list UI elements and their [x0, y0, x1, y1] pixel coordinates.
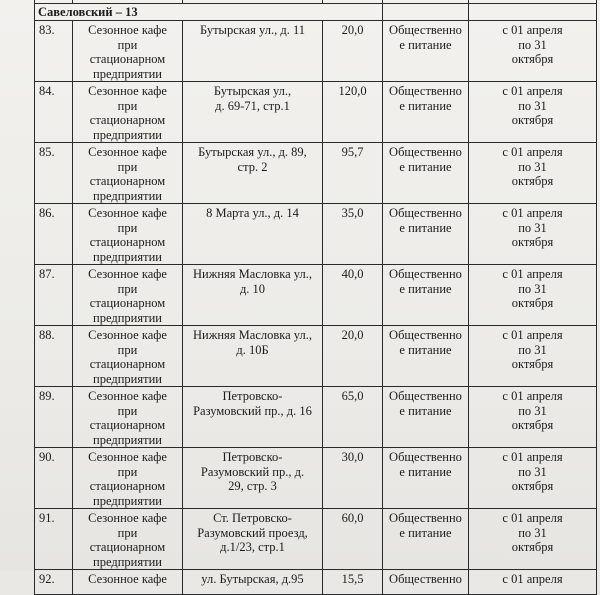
- address-line: 29, стр. 3: [228, 479, 277, 493]
- cell-specialization: [383, 326, 469, 387]
- object-type-line: при: [117, 98, 138, 113]
- cell-address: [183, 82, 323, 143]
- object-type-line: предприятии: [93, 310, 162, 325]
- cell-object-type: [73, 82, 183, 143]
- cell-area: 60,0: [323, 509, 383, 570]
- cell-row-number: 89.: [35, 387, 73, 448]
- cell-period: [469, 448, 597, 509]
- cell-row-number: 85.: [35, 143, 73, 204]
- address-line: ул. Бутырская, д.95: [201, 572, 304, 586]
- address-line: д. 69-71, стр.1: [215, 98, 290, 113]
- object-type-line: предприятии: [93, 127, 162, 142]
- period-line: с 01 апреля: [502, 328, 563, 342]
- cell-row-number: 92.: [35, 570, 73, 595]
- cell-row-number: 90.: [35, 448, 73, 509]
- object-type-line: Сезонное кафе: [88, 450, 167, 464]
- object-type-line: Сезонное кафе: [88, 511, 167, 525]
- cell-object-type: [73, 204, 183, 265]
- specialization-line: е питание: [399, 464, 452, 479]
- address-line: д. 10Б: [236, 342, 269, 357]
- object-type-line: стационарном: [89, 113, 166, 127]
- cell-area: 30,0: [323, 448, 383, 509]
- specialization-line: Общественно: [389, 23, 462, 37]
- object-type-line: Сезонное кафе: [88, 84, 167, 98]
- cell-address: [183, 265, 323, 326]
- address-line: Разумовский пр., д. 16: [193, 403, 312, 418]
- object-type-line: стационарном: [89, 357, 166, 371]
- table-row: [35, 448, 597, 509]
- section-title: Савеловский – 13: [35, 4, 383, 21]
- object-type-line: Сезонное кафе: [88, 23, 167, 37]
- specialization-line: Общественно: [389, 511, 462, 525]
- cell-row-number: 83.: [35, 21, 73, 82]
- object-type-line: при: [117, 37, 138, 52]
- specialization-line: е питание: [399, 37, 452, 52]
- cell-specialization: [383, 265, 469, 326]
- address-line: Петровско-: [222, 389, 283, 403]
- period-line: с 01 апреля: [502, 206, 563, 220]
- period-line: с 01 апреля: [502, 450, 563, 464]
- object-type-line: стационарном: [89, 296, 166, 310]
- cell-object-type: [73, 21, 183, 82]
- specialization-line: Общественно: [389, 389, 462, 403]
- specialization-line: е питание: [399, 220, 452, 235]
- address-line: Нижняя Масловка ул.,: [192, 328, 312, 342]
- cell-specialization: [383, 204, 469, 265]
- object-type-line: при: [117, 220, 138, 235]
- object-type-line: при: [117, 159, 138, 174]
- cell-specialization: [383, 448, 469, 509]
- period-line: по 31: [518, 342, 547, 357]
- period-line: по 31: [518, 403, 547, 418]
- table-row: [35, 509, 597, 570]
- period-line: по 31: [518, 464, 547, 479]
- cell-period: [469, 265, 597, 326]
- cell-row-number: 84.: [35, 82, 73, 143]
- object-type-line: предприятии: [93, 188, 162, 203]
- cell-address: [183, 387, 323, 448]
- cell-period: [469, 143, 597, 204]
- period-line: с 01 апреля: [502, 389, 563, 403]
- object-type-line: стационарном: [89, 174, 166, 188]
- cell-specialization: [383, 570, 469, 595]
- table-row: [35, 82, 597, 143]
- specialization-line: Общественно: [389, 328, 462, 342]
- specialization-line: Общественно: [389, 145, 462, 159]
- period-line: по 31: [518, 98, 547, 113]
- specialization-line: е питание: [399, 525, 452, 540]
- period-line: октября: [511, 113, 554, 127]
- cell-area: 20,0: [323, 21, 383, 82]
- cell-specialization: [383, 387, 469, 448]
- cell-area: 15,5: [323, 570, 383, 595]
- period-line: октября: [511, 296, 554, 310]
- specialization-line: е питание: [399, 159, 452, 174]
- cell-area: 95,7: [323, 143, 383, 204]
- period-line: по 31: [518, 37, 547, 52]
- table-row: [35, 21, 597, 82]
- period-line: с 01 апреля: [502, 572, 563, 586]
- cell-period: [469, 21, 597, 82]
- object-type-line: Сезонное кафе: [88, 328, 167, 342]
- cell-period: [469, 570, 597, 595]
- object-type-line: Сезонное кафе: [88, 145, 167, 159]
- object-type-line: стационарном: [89, 235, 166, 249]
- period-line: октября: [511, 357, 554, 371]
- address-line: стр. 2: [237, 159, 268, 174]
- table-row: [35, 265, 597, 326]
- cell-specialization: [383, 143, 469, 204]
- period-line: октября: [511, 479, 554, 493]
- cell-period: [469, 82, 597, 143]
- object-type-line: при: [117, 281, 138, 296]
- period-line: с 01 апреля: [502, 511, 563, 525]
- cell-object-type: [73, 570, 183, 595]
- object-type-line: Сезонное кафе: [88, 389, 167, 403]
- table-row: [35, 204, 597, 265]
- cell-period: [469, 326, 597, 387]
- cell-area: 20,0: [323, 326, 383, 387]
- cell-row-number: 91.: [35, 509, 73, 570]
- cell-object-type: [73, 326, 183, 387]
- object-type-line: Сезонное кафе: [88, 267, 167, 281]
- table-row: [35, 387, 597, 448]
- cell-specialization: [383, 82, 469, 143]
- specialization-line: е питание: [399, 403, 452, 418]
- object-type-line: при: [117, 464, 138, 479]
- object-type-line: Сезонное кафе: [88, 206, 167, 220]
- specialization-line: е питание: [399, 281, 452, 296]
- address-line: д. 10: [239, 281, 266, 296]
- specialization-line: е питание: [399, 342, 452, 357]
- object-type-line: при: [117, 403, 138, 418]
- cell-address: [183, 204, 323, 265]
- cell-area: 35,0: [323, 204, 383, 265]
- object-type-line: предприятии: [93, 66, 162, 81]
- period-line: с 01 апреля: [502, 267, 563, 281]
- object-type-line: предприятии: [93, 371, 162, 386]
- section-header-row: [35, 4, 597, 21]
- cell-object-type: [73, 509, 183, 570]
- cell-period: [469, 509, 597, 570]
- period-line: по 31: [518, 159, 547, 174]
- cell-address: [183, 143, 323, 204]
- cell-address: [183, 570, 323, 595]
- specialization-line: е питание: [399, 98, 452, 113]
- cell-specialization: [383, 509, 469, 570]
- address-line: Бутырская ул.,: [213, 84, 292, 98]
- cell-period: [469, 387, 597, 448]
- address-line: д.1/23, стр.1: [220, 540, 285, 554]
- cell-row-number: 88.: [35, 326, 73, 387]
- object-type-line: стационарном: [89, 52, 166, 66]
- cell-object-type: [73, 143, 183, 204]
- period-line: по 31: [518, 525, 547, 540]
- kiosk-table: [34, 0, 597, 595]
- table-row: [35, 143, 597, 204]
- period-line: с 01 апреля: [502, 23, 563, 37]
- cell-object-type: [73, 265, 183, 326]
- cell-period: [469, 204, 597, 265]
- specialization-line: Общественно: [389, 206, 462, 220]
- period-line: по 31: [518, 220, 547, 235]
- cell-object-type: [73, 387, 183, 448]
- object-type-line: предприятии: [93, 432, 162, 447]
- period-line: октября: [511, 52, 554, 66]
- specialization-line: Общественно: [389, 450, 462, 464]
- cell-address: [183, 21, 323, 82]
- cell-address: [183, 509, 323, 570]
- cell-address: [183, 326, 323, 387]
- period-line: октября: [511, 235, 554, 249]
- specialization-line: Общественно: [389, 84, 462, 98]
- address-line: Бутырская ул., д. 89,: [198, 145, 307, 159]
- object-type-line: Сезонное кафе: [88, 572, 167, 586]
- cell-object-type: [73, 448, 183, 509]
- period-line: с 01 апреля: [502, 145, 563, 159]
- period-line: по 31: [518, 281, 547, 296]
- period-line: октября: [511, 540, 554, 554]
- table-row: [35, 570, 597, 595]
- address-line: Ст. Петровско-: [213, 511, 292, 525]
- cell-area: 40,0: [323, 265, 383, 326]
- address-line: Петровско-: [222, 450, 283, 464]
- address-line: Разумовский проезд,: [197, 525, 308, 540]
- cell-area: 120,0: [323, 82, 383, 143]
- cell-row-number: 87.: [35, 265, 73, 326]
- object-type-line: при: [117, 342, 138, 357]
- object-type-line: предприятии: [93, 249, 162, 264]
- address-line: Бутырская ул., д. 11: [199, 23, 306, 37]
- object-type-line: стационарном: [89, 479, 166, 493]
- address-line: Нижняя Масловка ул.,: [192, 267, 312, 281]
- address-line: 8 Марта ул., д. 14: [206, 206, 299, 220]
- period-line: с 01 апреля: [502, 84, 563, 98]
- table-row: [35, 326, 597, 387]
- cell-area: 65,0: [323, 387, 383, 448]
- cell-specialization: [383, 21, 469, 82]
- object-type-line: стационарном: [89, 540, 166, 554]
- object-type-line: стационарном: [89, 418, 166, 432]
- object-type-line: при: [117, 525, 138, 540]
- period-line: октября: [511, 418, 554, 432]
- period-line: октября: [511, 174, 554, 188]
- cell-row-number: 86.: [35, 204, 73, 265]
- address-line: Разумовский пр., д.: [200, 464, 305, 479]
- object-type-line: предприятии: [93, 493, 162, 508]
- object-type-line: предприятии: [93, 554, 162, 569]
- cell-address: [183, 448, 323, 509]
- specialization-line: Общественно: [389, 267, 462, 281]
- specialization-line: Общественно: [389, 572, 462, 586]
